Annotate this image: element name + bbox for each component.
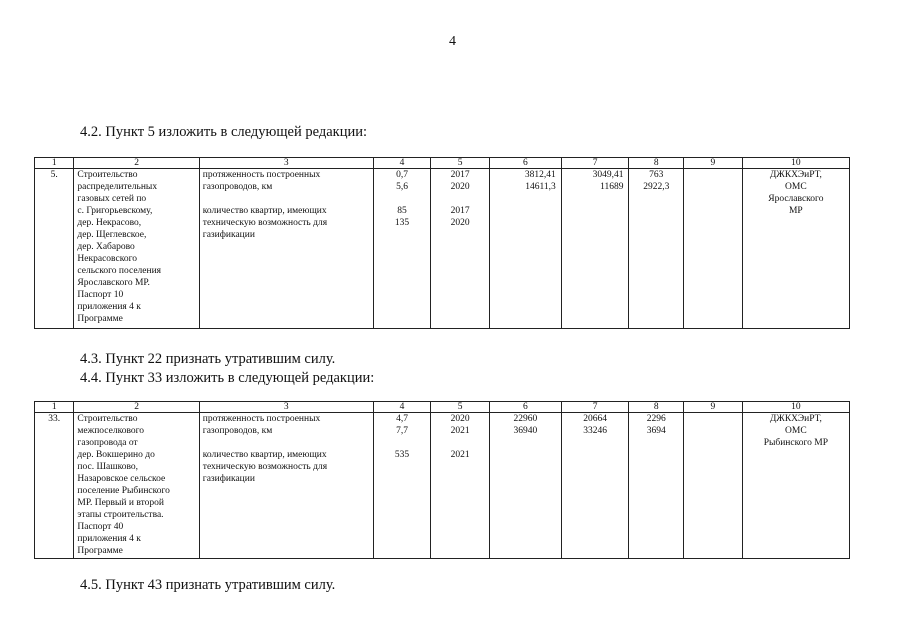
cell-line: Паспорт 40 [77,522,124,532]
cell-line: дер. Хабарово [77,242,135,252]
cell-line: Рыбинского МР [763,438,828,448]
table-header-row [35,158,850,169]
cell-line: 2021 [450,426,470,436]
cell-line: ОМС [785,426,807,436]
cell-line: Ярославского [768,194,824,204]
cell-line: 763 [649,170,664,180]
cell-line: дер. Вокшерино до [77,450,155,460]
object-name [74,169,199,329]
cell-line: дер. Щеглевское, [77,230,147,240]
header-cell: 10 [742,402,849,413]
cell-line: ОМС [785,182,807,192]
header-cell: 4 [373,402,431,413]
cell-line: 2296 [646,414,666,424]
cell-line: 2017 [450,170,470,180]
row-number: 33. [35,413,74,559]
cell-line: приложения 4 к [77,302,141,312]
cell-line: 7,7 [396,426,408,436]
cell-line: Строительство [77,414,138,424]
cell-line: техническую возможность для [202,218,328,228]
cell-line: газопроводов, км [202,426,273,436]
header-cell: 1 [35,158,74,169]
header-cell: 10 [742,158,849,169]
cell-line: ДЖКХЭиРТ, [769,414,822,424]
cell-line: 36940 [513,426,538,436]
value-col-4 [373,169,431,329]
cell-line: количество квартир, имеющих [202,450,327,460]
cell-line: газопровода от [77,438,138,448]
cell-line: 3694 [646,426,666,436]
cell-line: Некрасовского [77,254,137,264]
cell-line: 2020 [450,218,470,228]
header-cell: 9 [684,402,743,413]
cell-line: Ярославского МР. [77,278,150,288]
cell-line: распределительных [77,182,158,192]
cell-line: Программе [77,314,123,324]
header-cell: 8 [629,402,684,413]
cell-line: 85 [397,206,407,216]
indicator-cell [199,413,373,559]
value-col-8 [629,169,684,329]
cell-line: этапы строительства. [77,510,164,520]
cell-line: газовых сетей по [77,194,147,204]
cell-line: 2020 [450,414,470,424]
table-item-33 [34,401,850,559]
value-col-7 [561,413,629,559]
value-col-4 [373,413,431,559]
responsible-cell [742,169,849,329]
value-col-6 [489,169,561,329]
paragraph-4-3: 4.3. Пункт 22 признать утратившим силу. [80,351,336,367]
page-number: 4 [449,34,456,49]
cell-line: Паспорт 10 [77,290,124,300]
cell-line: дер. Некрасово, [77,218,142,228]
cell-line: 4,7 [396,414,408,424]
cell-line: пос. Шашково, [77,462,139,472]
cell-line: 135 [394,218,410,228]
year-col-5 [431,413,490,559]
header-cell: 1 [35,402,74,413]
value-col-6 [489,413,561,559]
cell-line: межпоселкового [77,426,145,436]
header-cell: 6 [489,402,561,413]
paragraph-4-5: 4.5. Пункт 43 признать утратившим силу. [80,577,336,593]
cell-line: 2017 [450,206,470,216]
cell-line: 2021 [450,450,470,460]
cell-line: 11689 [600,182,624,192]
cell-line: поселение Рыбинского [77,486,170,496]
header-cell: 9 [684,158,743,169]
paragraph-4-4: 4.4. Пункт 33 изложить в следующей редакции: [80,370,375,386]
cell-line: 22960 [513,414,538,424]
header-cell: 5 [431,158,490,169]
header-cell: 8 [629,158,684,169]
value-col-7 [561,169,629,329]
cell-line: 20664 [583,414,607,424]
year-col-5 [431,169,490,329]
indicator-cell [199,169,373,329]
cell-line: 14611,3 [525,182,556,192]
table-header-row [35,402,850,413]
header-cell: 3 [199,402,373,413]
cell-line: 535 [394,450,410,460]
header-cell: 4 [373,158,431,169]
responsible-cell [742,413,849,559]
cell-line: 2922,3 [643,182,670,192]
value-col-9 [684,413,743,559]
cell-line: с. Григорьевскому, [77,206,153,216]
cell-line: 3049,41 [592,170,624,180]
value-col-9 [684,169,743,329]
header-cell: 5 [431,402,490,413]
table-item-5 [34,157,850,329]
cell-line: приложения 4 к [77,534,141,544]
cell-line: Назаровское сельское [77,474,166,484]
row-number: 5. [35,169,74,329]
table-row [35,413,850,559]
cell-line: техническую возможность для [202,462,328,472]
value-col-8 [629,413,684,559]
cell-line: 3812,41 [524,170,556,180]
header-cell: 2 [74,402,199,413]
cell-line: Строительство [77,170,138,180]
cell-line: МР [788,206,803,216]
paragraph-4-2: 4.2. Пункт 5 изложить в следующей редакции: [80,124,368,140]
cell-line: 2020 [450,182,470,192]
cell-line: газификации [202,474,255,484]
table-row [35,169,850,329]
header-cell: 7 [561,158,629,169]
header-cell: 3 [199,158,373,169]
cell-line: Программе [77,546,123,556]
cell-line: сельского поселения [77,266,162,276]
cell-line: протяженность построенных [202,414,321,424]
cell-line: МР. Первый и второй [77,498,164,508]
cell-line: 5,6 [396,182,408,192]
cell-line: ДЖКХЭиРТ, [769,170,822,180]
header-cell: 7 [561,402,629,413]
cell-line: 0,7 [396,170,408,180]
object-name [74,413,199,559]
header-cell: 2 [74,158,199,169]
cell-line: количество квартир, имеющих [202,206,327,216]
header-cell: 6 [489,158,561,169]
cell-line: 33246 [583,426,607,436]
cell-line: газопроводов, км [202,182,273,192]
cell-line: газификации [202,230,255,240]
cell-line: протяженность построенных [202,170,321,180]
